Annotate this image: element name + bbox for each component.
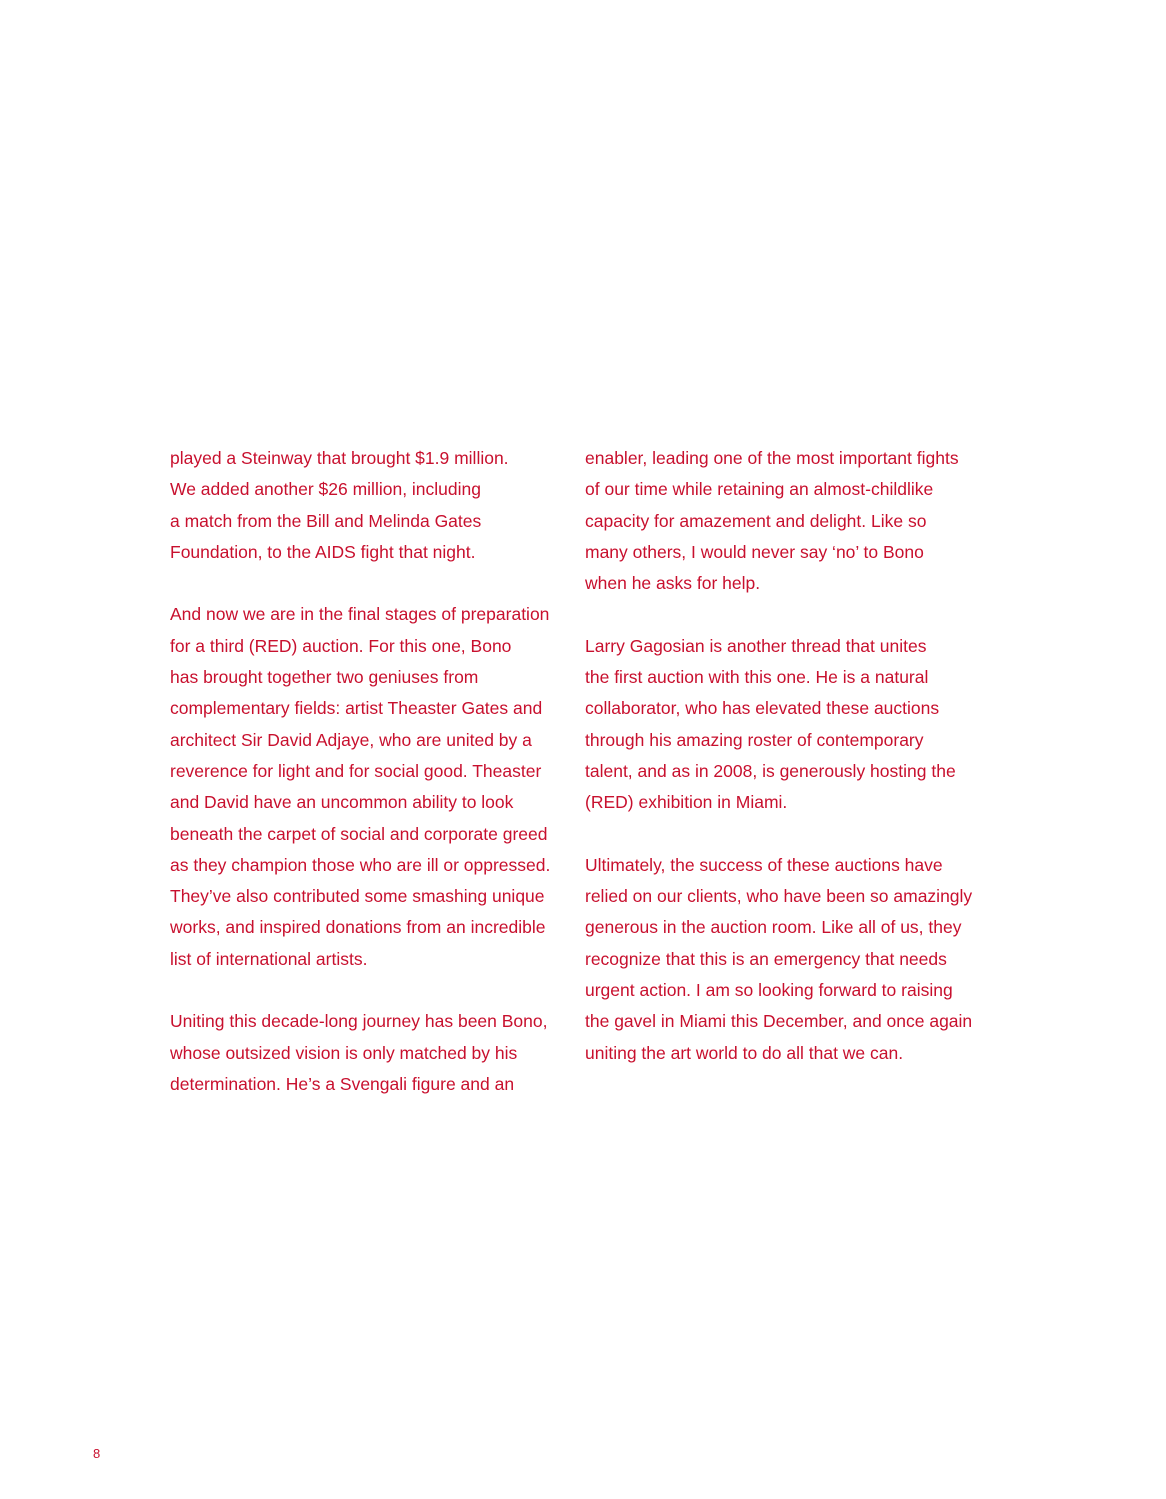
text-line: when he asks for help. [585, 573, 761, 594]
text-line: complementary fields: artist Theaster Gates and [170, 698, 543, 719]
text-line: has brought together two geniuses from [170, 667, 479, 688]
text-line: architect Sir David Adjaye, who are united by a [170, 729, 532, 750]
paragraph [170, 443, 590, 568]
paragraph [170, 599, 590, 975]
left-text-column [170, 443, 590, 1132]
text-line: enabler, leading one of the most important fights [585, 448, 959, 468]
text-line: determination. He’s a Svengali figure and an [170, 1073, 515, 1094]
text-line: Ultimately, the success of these auctions have [585, 854, 943, 875]
text-line: works, and inspired donations from an incredible [170, 917, 546, 938]
text-line: for a third (RED) auction. For this one, Bono [170, 635, 512, 656]
right-text-column [585, 443, 1005, 1100]
text-line: whose outsized vision is only matched by his [170, 1042, 518, 1063]
text-line: the first auction with this one. He is a natural [585, 667, 929, 688]
text-line: generous in the auction room. Like all of us, they [585, 917, 962, 938]
text-line: of our time while retaining an almost-childlike [585, 479, 934, 500]
text-line: Larry Gagosian is another thread that unites [585, 635, 927, 656]
text-line: talent, and as in 2008, is generously hosting the [585, 760, 956, 781]
text-line: many others, I would never say ‘no’ to Bono [585, 541, 924, 562]
page-number: 8 [93, 1446, 101, 1461]
text-line: and David have an uncommon ability to look [170, 792, 514, 813]
text-line: They’ve also contributed some smashing unique [170, 886, 545, 907]
text-line: relied on our clients, who have been so amazingly [585, 886, 973, 907]
text-line: And now we are in the final stages of preparation [170, 604, 550, 625]
text-line: (RED) exhibition in Miami. [585, 792, 788, 813]
text-line: collaborator, who has elevated these auctions [585, 698, 940, 719]
text-line: urgent action. I am so looking forward to raising [585, 980, 953, 1001]
paragraph [585, 443, 1005, 599]
text-line: recognize that this is an emergency that needs [585, 948, 947, 969]
text-line: played a Steinway that brought $1.9 million. [170, 448, 509, 468]
text-line: as they champion those who are ill or oppressed. [170, 854, 551, 875]
text-line: Uniting this decade-long journey has been Bono, [170, 1011, 548, 1032]
text-line: We added another $26 million, including [170, 479, 481, 500]
text-line: Foundation, to the AIDS fight that night. [170, 541, 476, 562]
text-line: capacity for amazement and delight. Like so [585, 510, 927, 531]
text-line: beneath the carpet of social and corporate greed [170, 823, 548, 844]
text-line: uniting the art world to do all that we can. [585, 1042, 904, 1063]
text-line: list of international artists. [170, 948, 368, 969]
text-line: a match from the Bill and Melinda Gates [170, 510, 482, 531]
text-line: through his amazing roster of contemporary [585, 729, 924, 750]
text-line: the gavel in Miami this December, and once again [585, 1011, 973, 1032]
paragraph [170, 1006, 590, 1100]
paragraph [585, 850, 1005, 1069]
text-line: reverence for light and for social good. Theaster [170, 760, 542, 781]
paragraph [585, 631, 1005, 819]
